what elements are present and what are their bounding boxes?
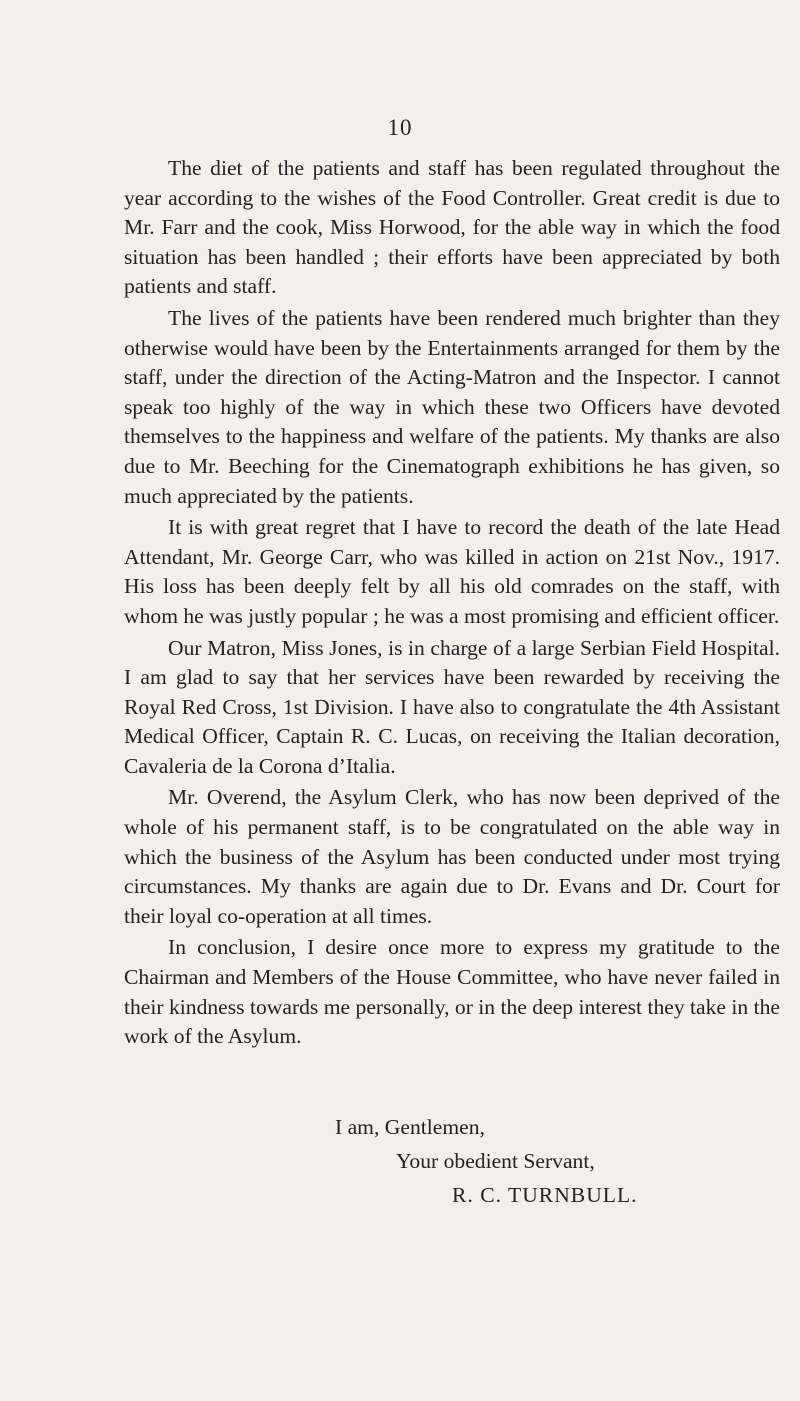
page-number: 10 <box>387 115 413 140</box>
paragraph-conclusion: In conclusion, I desire once more to express my gratitude to the Chairman and Members of the House Committee, who have never failed in their kindness towards me personally, or in the deep interest they take in the work of the Asylum. <box>124 935 780 1049</box>
letter-body <box>124 154 780 1054</box>
closing-servant: Your obedient Servant, <box>396 1149 595 1173</box>
paragraph-head-attendant: It is with great regret that I have to record the death of the late Head Attendant, Mr. George Carr, who was killed in action on 21st Nov., 1917. His loss has been deeply felt by all his old comrades on the staff, with whom he was justly popular ; he was a most promising and efficient officer. <box>124 515 780 628</box>
letter-closing <box>0 1110 800 1212</box>
paragraph-diet: The diet of the patients and staff has been regulated throughout the year according to the wishes of the Food Controller. Great credit is due to Mr. Farr and the cook, Miss Horwood, for the able way in which the food situation has been handled ; their efforts have been appreciated by both patients and staff. <box>124 156 780 299</box>
paragraph-entertainments: The lives of the patients have been rendered much brighter than they otherwise would have been by the Entertainments arranged for them by the staff, under the direction of the Acting-Matron and the Inspector. I cannot speak too highly of the way in which these two Officers have devoted themselves to the happiness and welfare of the patients. My thanks are also due to Mr. Beeching for the Cinematograph exhibitions he has given, so much appreciated by the patients. <box>124 305 780 508</box>
paragraph-matron: Our Matron, Miss Jones, is in charge of a large Serbian Field Hospital. I am glad to say that her services have been rewarded by receiving the Royal Red Cross, 1st Division. I have also to congratulate the 4th Assistant Medical Officer, Captain R. C. Lucas, on receiving the Italian decoration, Cavaleria de la Corona d’Italia. <box>124 635 780 778</box>
signature: R. C. TURNBULL. <box>452 1183 638 1207</box>
closing-salutation: I am, Gentlemen, <box>335 1115 485 1139</box>
paragraph-asylum-clerk: Mr. Overend, the Asylum Clerk, who has now been deprived of the whole of his permanent staff, is to be congratulated on the able way in which the business of the Asylum has been conducted under most trying circumstances. My thanks are again due to Dr. Evans and Dr. Court for their loyal co-operation at all times. <box>124 785 780 928</box>
